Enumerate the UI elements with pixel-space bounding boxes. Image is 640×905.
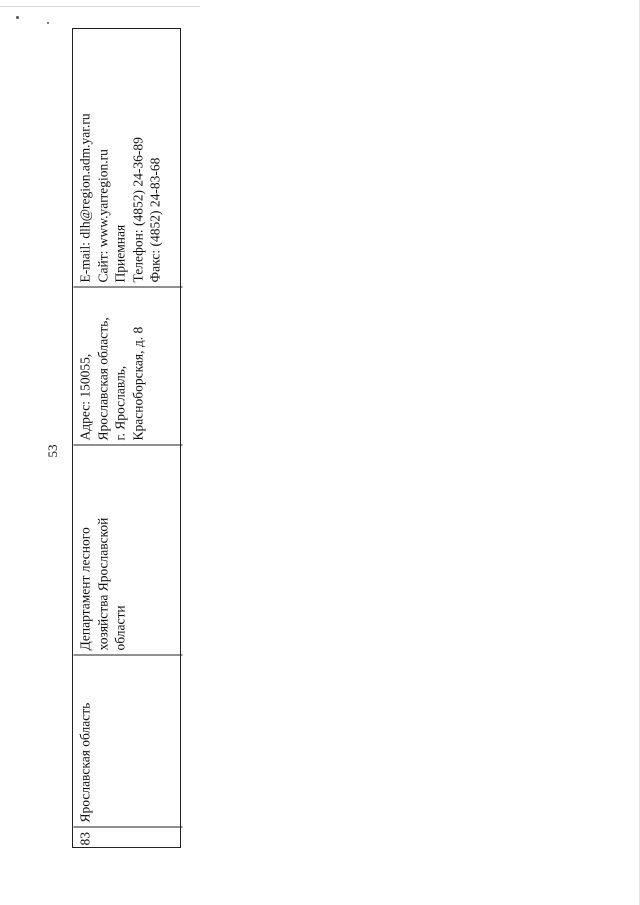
address-line: Красноборская, д. 8 <box>129 326 145 440</box>
phone-line: Телефон: (4852) 24-36-89 <box>129 136 145 282</box>
website-line: Сайт: www.yarregion.ru <box>94 148 110 282</box>
department-line: Департамент лесного <box>77 526 92 650</box>
email-line: E-mail: dlh@region.adm.yar.ru <box>77 112 92 282</box>
region-name: Ярославская область <box>77 702 92 822</box>
scan-edge-line <box>0 6 200 7</box>
contacts-cell <box>73 29 182 287</box>
department-line: хозяйства Ярославской <box>94 517 110 650</box>
region-cell <box>73 655 182 827</box>
row-number-cell <box>73 827 182 849</box>
address-cell <box>73 287 182 445</box>
reception-line: Приемная <box>112 224 127 282</box>
row-number: 83 <box>77 831 92 845</box>
scan-speck <box>16 16 19 19</box>
department-line: области <box>112 604 127 650</box>
address-line: г. Ярославль, <box>112 365 127 440</box>
contacts-table <box>72 28 181 848</box>
address-line: Адрес: 150055, <box>77 353 92 440</box>
table-row <box>73 29 182 849</box>
scan-speck <box>47 22 49 24</box>
address-line: Ярославская область, <box>94 316 110 440</box>
fax-line: Факс: (4852) 24-83-68 <box>147 157 162 282</box>
department-cell <box>73 445 182 655</box>
page-number: 53 <box>45 444 60 458</box>
